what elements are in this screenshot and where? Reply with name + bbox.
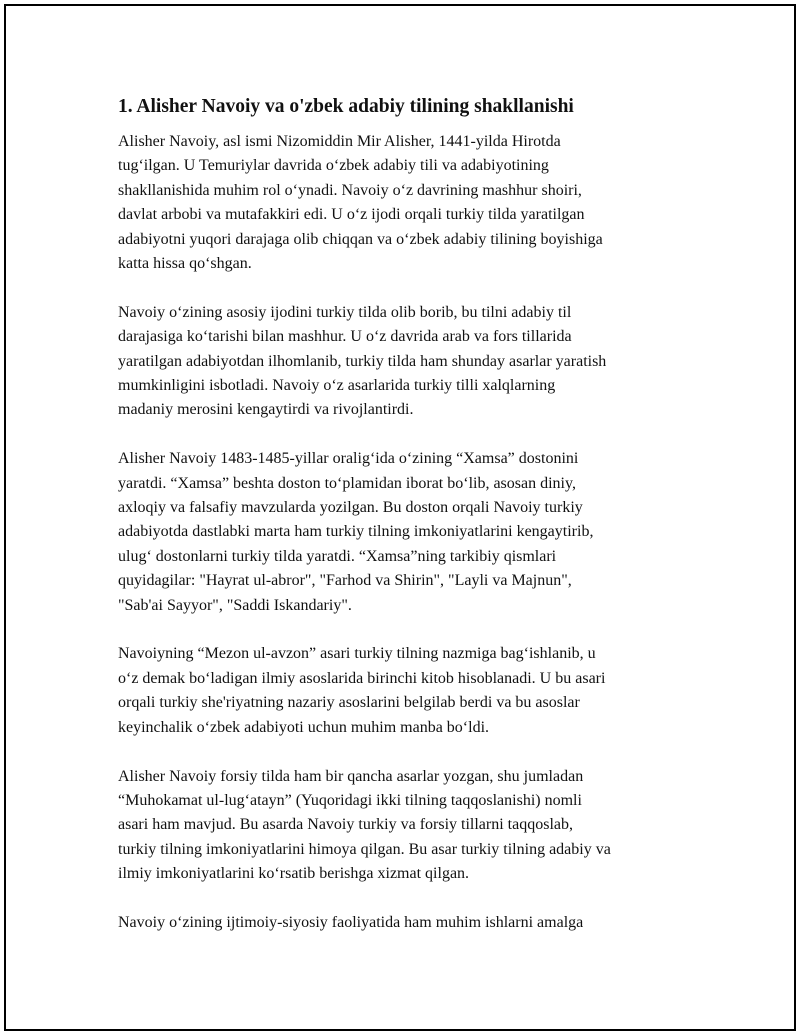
- text-line: Alisher Navoiy forsiy tilda ham bir qancha asarlar yozgan, shu jumladan: [118, 767, 584, 785]
- document-title: 1. Alisher Navoiy va o'zbek adabiy tilining shakllanishi: [118, 96, 574, 117]
- text-line: asari ham mavjud. Bu asarda Navoiy turkiy va forsiy tillarni taqqoslab,: [118, 816, 573, 834]
- text-line: adabiyotda dastlabki marta ham turkiy tilning imkoniyatlarini kengaytirib,: [118, 523, 594, 541]
- text-line: "Sab'ai Sayyor", "Saddi Iskandariy".: [118, 596, 352, 614]
- text-line: darajasiga ko‘tarishi bilan mashhur. U o‘z davrida arab va fors tillarida: [118, 328, 572, 346]
- paragraph: [118, 911, 688, 935]
- text-line: orqali turkiy she'riyatning nazariy asoslarini belgilab berdi va bu asoslar: [118, 694, 580, 712]
- paragraph: [118, 642, 688, 740]
- text-line: o‘z demak bo‘ladigan ilmiy asoslarida birinchi kitob hisoblanadi. U bu asari: [118, 669, 606, 687]
- text-line: ulug‘ dostonlarni turkiy tilda yaratdi. “Xamsa”ning tarkibiy qismlari: [118, 547, 557, 565]
- paragraph: [118, 301, 688, 423]
- paragraph: [118, 130, 688, 276]
- text-line: tug‘ilgan. U Temuriylar davrida o‘zbek adabiy tili va adabiyotining: [118, 157, 549, 175]
- text-line: yaratilgan adabiyotdan ilhomlanib, turkiy tilda ham shunday asarlar yaratish: [118, 352, 607, 370]
- text-line: axloqiy va falsafiy mavzularda yozilgan. Bu doston orqali Navoiy turkiy: [118, 499, 583, 517]
- document-body: [118, 95, 688, 960]
- paragraph: [118, 447, 688, 618]
- paragraph: [118, 765, 688, 887]
- text-line: Navoiy o‘zining ijtimoiy-siyosiy faoliyatida ham muhim ishlarni amalga: [118, 913, 584, 931]
- text-line: Alisher Navoiy, asl ismi Nizomiddin Mir Alisher, 1441-yilda Hirotda: [118, 133, 561, 150]
- text-line: shakllanishida muhim rol o‘ynadi. Navoiy o‘z davrining mashhur shoiri,: [118, 181, 582, 199]
- text-line: katta hissa qo‘shgan.: [118, 255, 252, 273]
- text-line: “Muhokamat ul-lug‘atayn” (Yuqoridagi ikki tilning taqqoslanishi) nomli: [118, 791, 582, 809]
- text-line: davlat arbobi va mutafakkiri edi. U o‘z ijodi orqali turkiy tilda yaratilgan: [118, 206, 585, 224]
- text-line: yaratdi. “Xamsa” beshta doston to‘plamidan iborat bo‘lib, asosan diniy,: [118, 474, 576, 492]
- text-line: Navoiy o‘zining asosiy ijodini turkiy tilda olib borib, bu tilni adabiy til: [118, 303, 572, 321]
- text-line: turkiy tilning imkoniyatlarini himoya qilgan. Bu asar turkiy tilning adabiy va: [118, 840, 611, 858]
- text-line: ilmiy imkoniyatlarini ko‘rsatib berishga xizmat qilgan.: [118, 865, 470, 883]
- text-line: adabiyotni yuqori darajaga olib chiqqan va o‘zbek adabiy tilining boyishiga: [118, 230, 603, 248]
- text-line: madaniy merosini kengaytirdi va rivojlantirdi.: [118, 401, 414, 419]
- text-line: Navoiyning “Mezon ul-avzon” asari turkiy tilning nazmiga bag‘ishlanib, u: [118, 645, 596, 663]
- text-line: mumkinligini isbotladi. Navoiy o‘z asarlarida turkiy tilli xalqlarning: [118, 377, 556, 395]
- text-line: keyinchalik o‘zbek adabiyoti uchun muhim manba bo‘ldi.: [118, 718, 490, 736]
- text-line: quyidagilar: "Hayrat ul-abror", "Farhod va Shirin", "Layli va Majnun",: [118, 572, 572, 590]
- text-line: Alisher Navoiy 1483-1485-yillar oralig‘ida o‘zining “Xamsa” dostonini: [118, 450, 579, 468]
